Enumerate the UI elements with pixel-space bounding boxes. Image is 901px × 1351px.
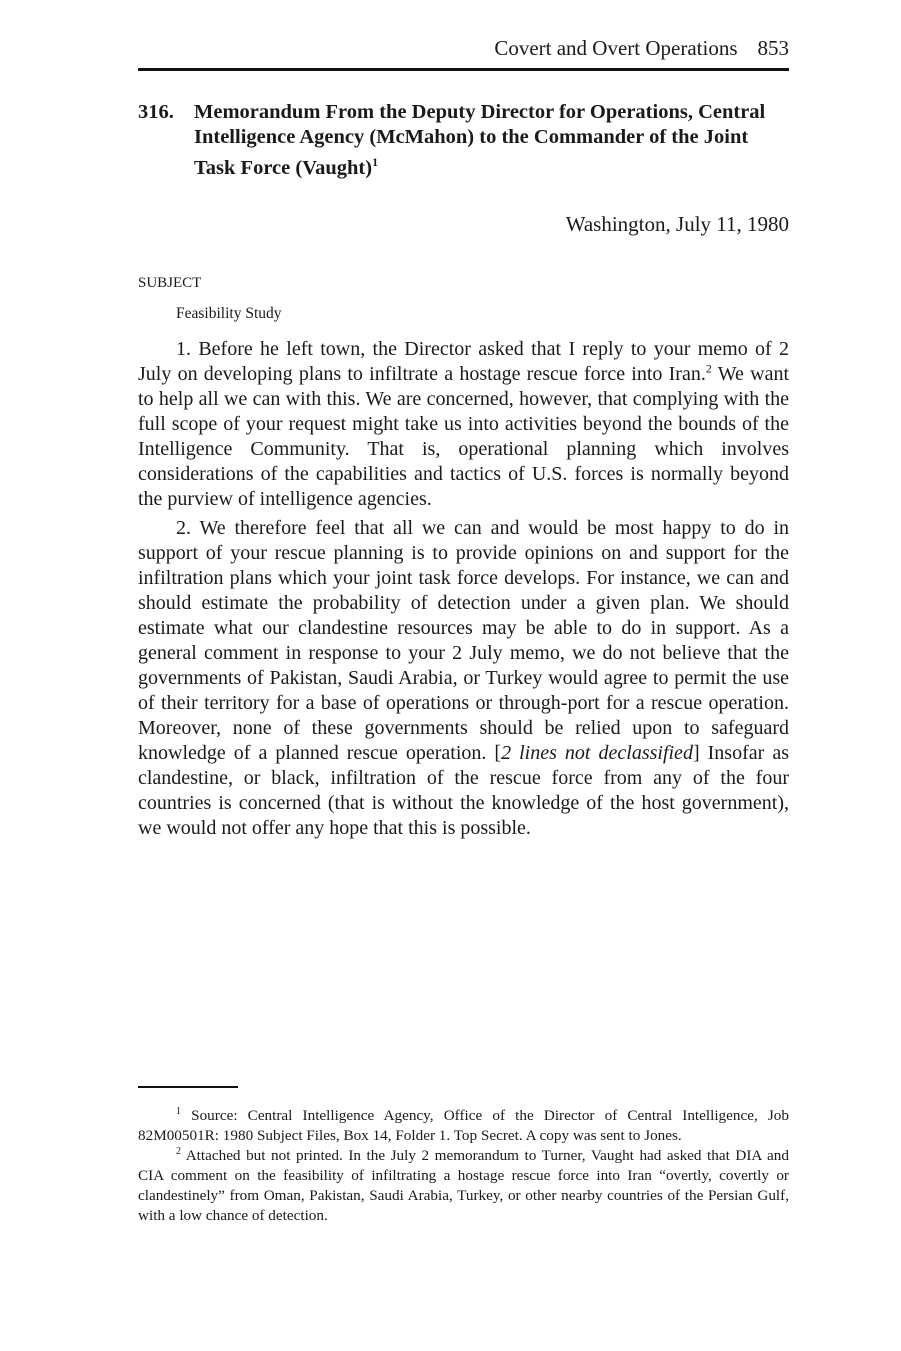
dateline: Washington, July 11, 1980 [565, 212, 789, 236]
footnote-2 [138, 1146, 789, 1226]
paragraph-2-text-a: 2. We therefore feel that all we can and would be most happy to do in support of your rescue planning is to provide opinions on and support for the infiltration plans which your joint task force develops. For instance, we can and should estimate the probability of detection under a given plan. We should estimate what our clandestine resources may be able to do in support. As a general comment in response to your 2 July memo, we do not believe that the governments of Pakistan, Saudi Arabia, or Turkey would agree to permit the use of their territory for a base of operations or through-port for a rescue operation. Moreover, none of these governments should be relied upon to safeguard knowledge of a planned rescue operation. [ [138, 517, 789, 764]
header-rule [138, 68, 789, 71]
subject-value: Feasibility Study [176, 305, 282, 322]
document-number: 316. [138, 101, 174, 123]
footnote-mark-2: 2 [176, 1145, 181, 1157]
footnote-ref-1[interactable]: 1 [372, 155, 379, 169]
document-title [194, 100, 789, 181]
footnote-2-text: Attached but not printed. In the July 2 memorandum to Turner, Vaught had asked that DIA and CIA comment on the feasibility of infiltrating a hostage rescue force into Iran “overtly, covertly or clandestinely” from Oman, Pakistan, Saudi Arabia, Turkey, or other nearby countries of the Persian Gulf, with a low chance of detection. [138, 1147, 789, 1224]
footnote-mark-1: 1 [176, 1105, 181, 1117]
page-number: 853 [757, 36, 789, 60]
paragraph-2 [138, 516, 789, 841]
running-header [138, 36, 789, 61]
footnote-ref-2[interactable]: 2 [705, 361, 712, 376]
document-title-text: Memorandum From the Deputy Director for Operations, Central Intelligence Agency (McMahon) to the Commander of the Joint Task Force (Vaught) [194, 101, 766, 179]
paragraph-1 [138, 337, 789, 512]
memo-body [138, 337, 789, 845]
footnote-1-text: Source: Central Intelligence Agency, Office of the Director of Central Intelligence, Job 82M00501R: 1980 Subject Files, Box 14, Folder 1. Top Secret. A copy was sent to Jones. [138, 1107, 789, 1144]
paragraph-2-text-b: ] Insofar as clandestine, or black, infiltration of the rescue force from any of the four countries is concerned (that is without the knowledge of the host government), we would not offer any hope that this is possible. [138, 742, 789, 839]
subject-label: SUBJECT [138, 275, 202, 291]
footnotes [138, 1106, 789, 1226]
redaction-note: 2 lines not declassified [501, 742, 693, 764]
paragraph-1-text-a: 1. Before he left town, the Director asked that I reply to your memo of 2 July on developing plans to infiltrate a hostage rescue force into Iran. [138, 338, 789, 385]
paragraph-1-text-b: We want to help all we can with this. We are concerned, however, that complying with the full scope of your request might take us into activities beyond the bounds of the Intelligence Community. That is, operational planning which involves considerations of the capabilities and tactics of U.S. forces is normally beyond the purview of intelligence agencies. [138, 363, 789, 510]
document-heading [138, 100, 789, 181]
footnote-rule [138, 1086, 238, 1088]
footnote-1 [138, 1106, 789, 1146]
running-title: Covert and Overt Operations [494, 36, 738, 60]
